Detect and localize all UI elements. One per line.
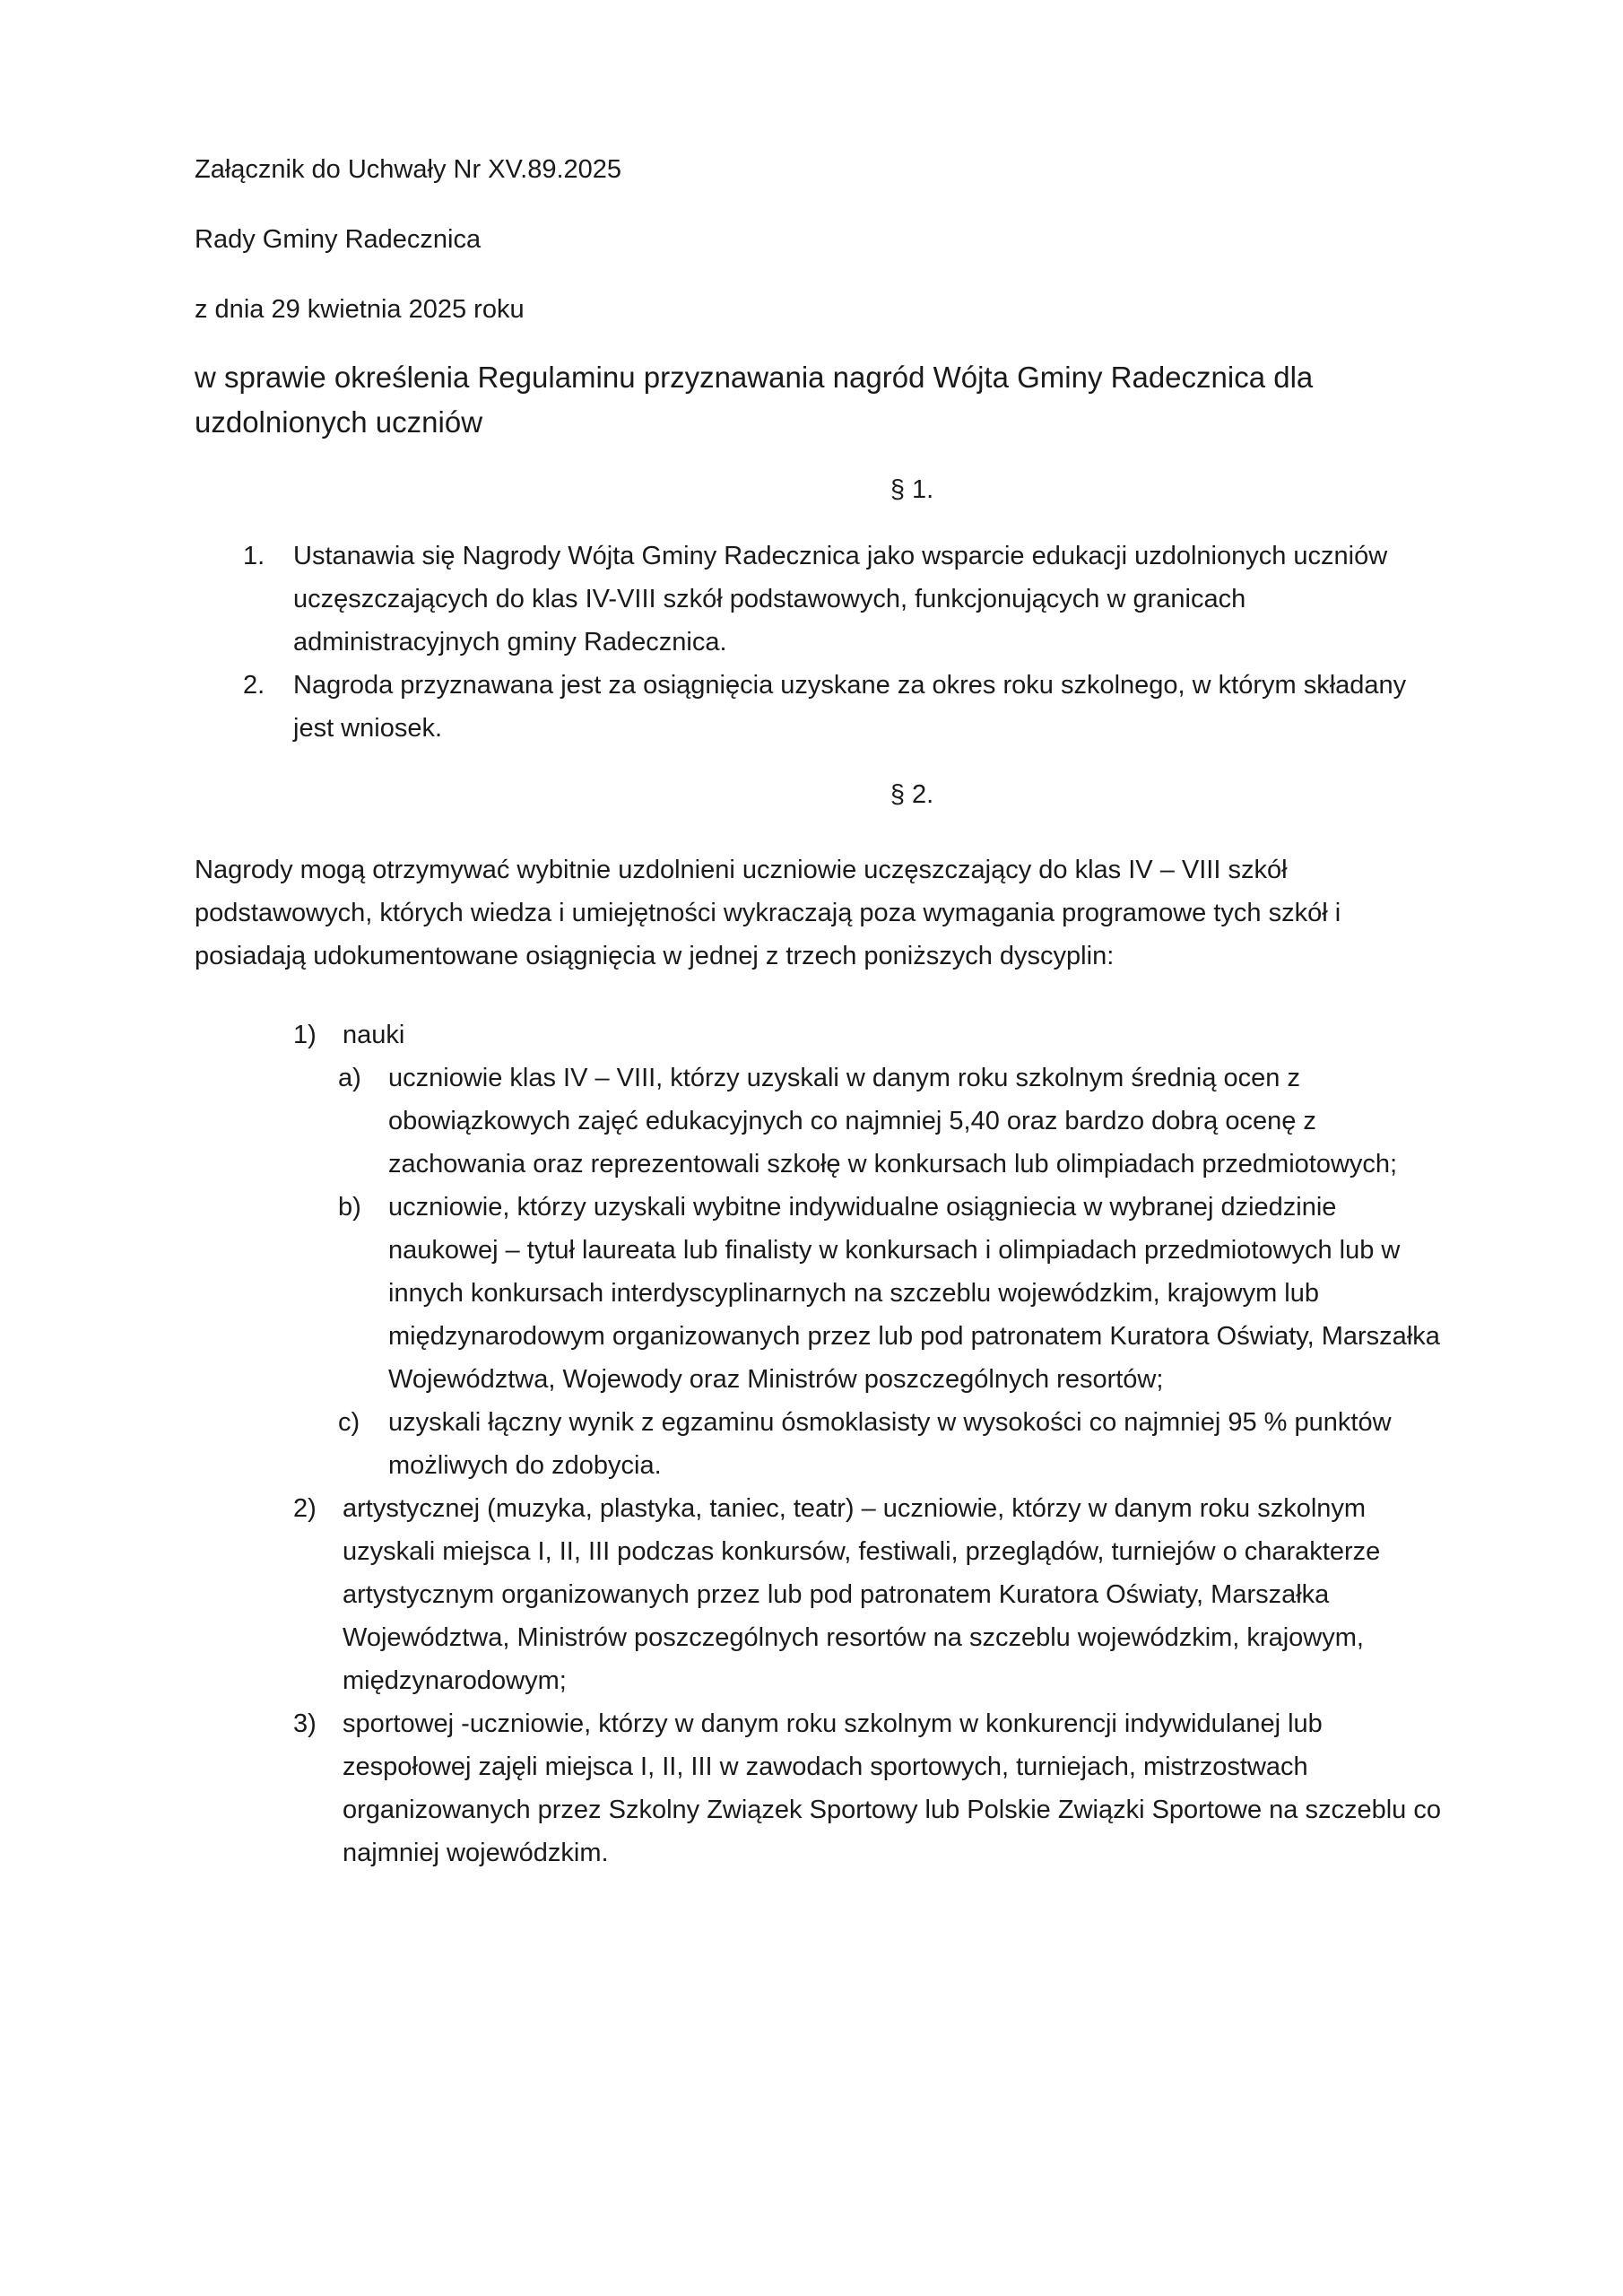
section-2-heading: § 2.: [890, 780, 934, 809]
list-item-text: uzyskali łączny wynik z egzaminu ósmoklasisty w wysokości co najmniej 95 % punktów możliwych do zdobycia.: [388, 1408, 1392, 1480]
list-marker: 1): [293, 1021, 317, 1049]
resolution-date: z dnia 29 kwietnia 2025 roku: [195, 295, 525, 324]
section-1-list: [195, 535, 1450, 750]
document-content: [195, 152, 1450, 1874]
section-2-list: [195, 1013, 1450, 1874]
section-2-item: [195, 1013, 1450, 1487]
list-marker: a): [338, 1064, 361, 1092]
list-item-text: uczniowie klas IV – VIII, którzy uzyskali w danym roku szkolnym średnią ocen z obowiązkowych zajęć edukacyjnych co najmniej 5,40 oraz bardzo dobrą ocenę z zachowania oraz reprezentowali szkołę w konkursach lub olimpiadach przedmiotowych;: [388, 1064, 1398, 1178]
sub-list-item: [338, 1057, 1450, 1186]
list-marker: 2.: [243, 671, 265, 700]
list-item-text: Ustanawia się Nagrody Wójta Gminy Radecznica jako wsparcie edukacji uzdolnionych uczniów uczęszczających do klas IV-VIII szkół podstawowych, funkcjonujących w granicach administracyjnych gminy Radecznica.: [293, 542, 1388, 657]
document-title: w sprawie określenia Regulaminu przyznawania nagród Wójta Gminy Radecznica dla uzdolnionych uczniów: [195, 361, 1314, 439]
list-marker: 2): [293, 1494, 317, 1523]
list-marker: c): [338, 1408, 360, 1437]
section-2-item: [195, 1487, 1450, 1702]
sub-list-item: [338, 1186, 1450, 1401]
list-item-text: uczniowie, którzy uzyskali wybitne indywidualne osiągniecia w wybranej dziedzinie naukowej – tytuł laureata lub finalisty w konkursach i olimpiadach przedmiotowych lub w innych konkursach interdyscyplinarnych na szczeblu wojewódzkim, krajowym lub międzynarodowym organizowanych przez lub pod patronatem Kuratora Oświaty, Marszałka Województwa, Wojewody oraz Ministrów poszczególnych resortów;: [388, 1193, 1440, 1394]
list-item-text: sportowej -uczniowie, którzy w danym roku szkolnym w konkurencji indywidulanej lub zespołowej zajęli miejsca I, II, III w zawodach sportowych, turniejach, mistrzostwach organizowanych przez Szkolny Związek Sportowy lub Polskie Związki Sportowe na szczeblu co najmniej wojewódzkim.: [343, 1709, 1441, 1867]
list-item-text: Nagroda przyznawana jest za osiągnięcia uzyskane za okres roku szkolnego, w którym składany jest wniosek.: [293, 671, 1407, 743]
section-1-item: [195, 535, 1450, 664]
council-name: Rady Gminy Radecznica: [195, 225, 482, 254]
section-1-item: [195, 664, 1450, 750]
section-2-item: [195, 1702, 1450, 1874]
list-marker: 3): [293, 1709, 317, 1738]
attachment-header: Załącznik do Uchwały Nr XV.89.2025: [195, 155, 622, 184]
section-1-heading: § 1.: [890, 475, 934, 504]
list-marker: b): [338, 1193, 361, 1222]
section-2-intro: Nagrody mogą otrzymywać wybitnie uzdolnieni uczniowie uczęszczający do klas IV – VIII szkół podstawowych, których wiedza i umiejętności wykraczają poza wymagania programowe tych szkół i posiadają udokumentowane osiągnięcia w jednej z trzech poniższych dyscyplin:: [195, 856, 1341, 970]
sub-list: [338, 1057, 1450, 1487]
list-item-text: nauki: [343, 1021, 405, 1049]
list-marker: 1.: [243, 542, 265, 570]
sub-list-item: [338, 1401, 1450, 1487]
list-item-text: artystycznej (muzyka, plastyka, taniec, teatr) – uczniowie, którzy w danym roku szkolnym uzyskali miejsca I, II, III podczas konkursów, festiwali, przeglądów, turniejów o charakterze artystycznym organizowanych przez lub pod patronatem Kuratora Oświaty, Marszałka Województwa, Ministrów poszczególnych resortów na szczeblu wojewódzkim, krajowym, międzynarodowym;: [343, 1494, 1381, 1695]
